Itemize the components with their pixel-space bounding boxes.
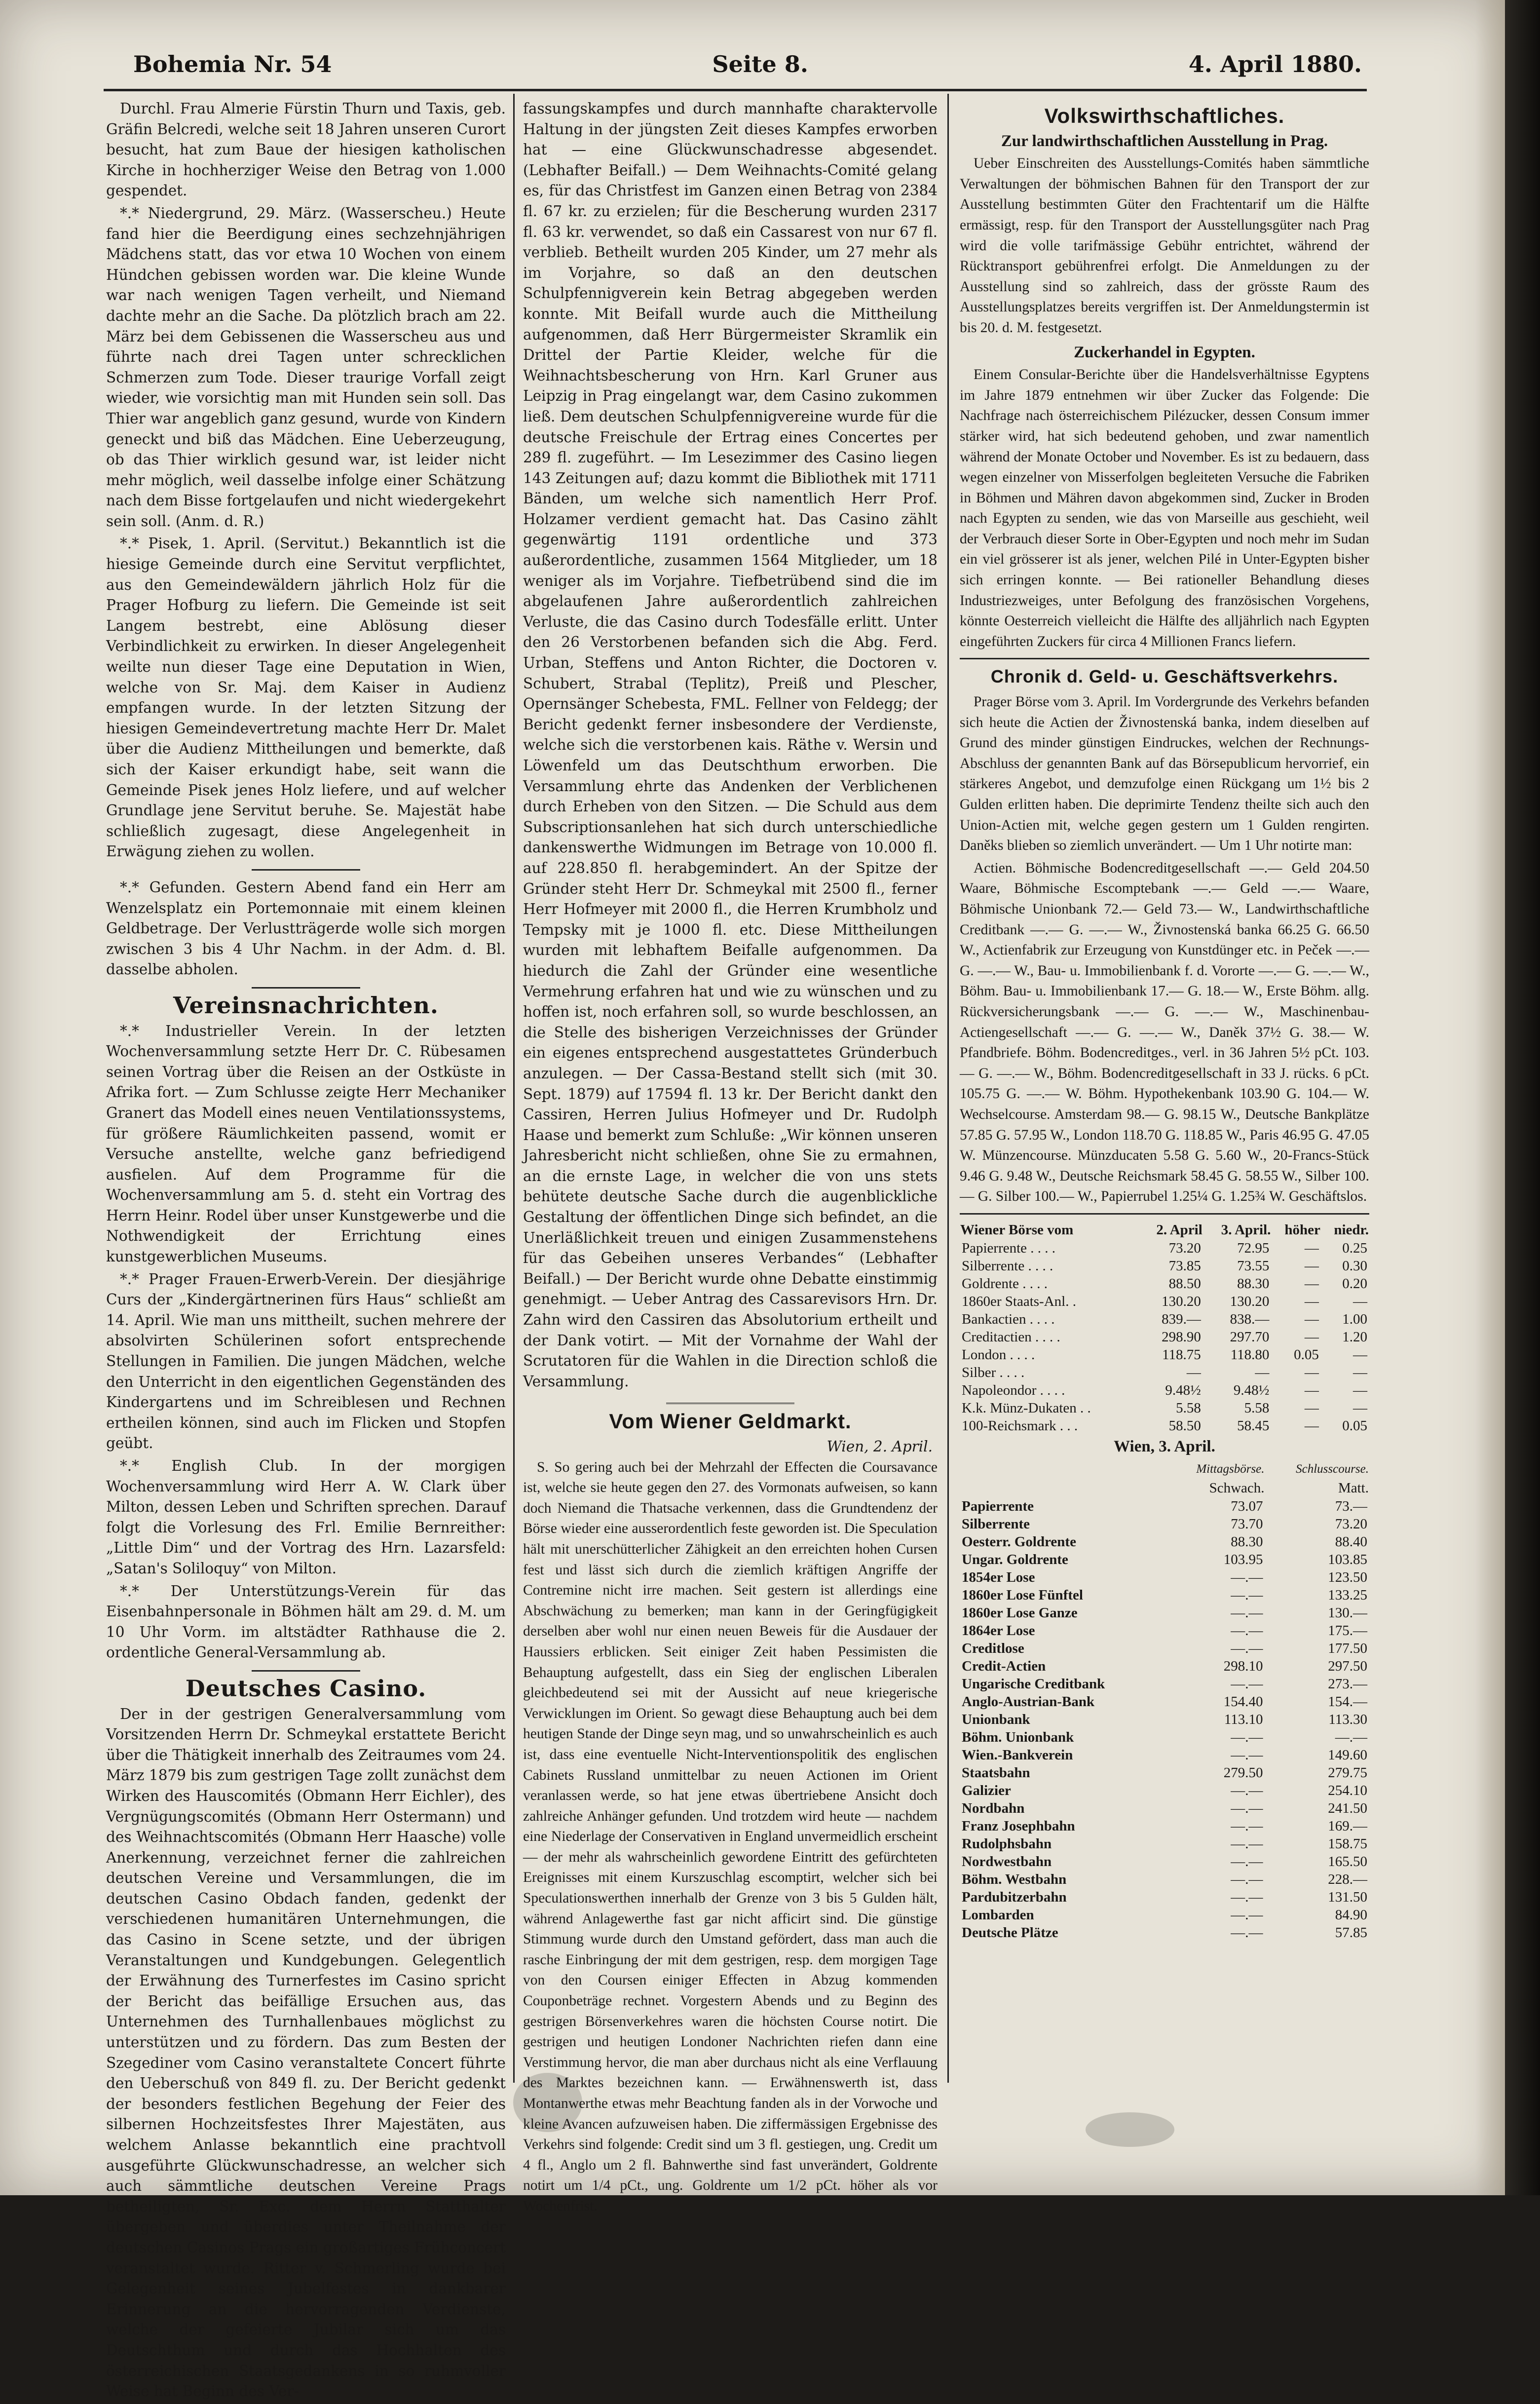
table-cell-value: 88.30 [1237,1275,1270,1292]
table-row [960,1728,1369,1746]
table-row [960,1888,1369,1906]
table-cell-value: 169.— [1328,1818,1367,1834]
table-cell-value: 73.20 [1168,1240,1201,1256]
table-row [960,1346,1369,1364]
table-cell-name: Anglo-Austrian-Bank [962,1694,1095,1710]
table-cell-value: —.— [1231,1871,1263,1888]
article-paragraph: Ueber Einschreiten des Ausstellungs-Comités haben sämmtliche Verwaltungen der böhmischen Bahnen für den Transport der zur Ausstellung bestimmten Güter den Frachtentarif um die Hälfte ermässigt, resp. für den Transport der Ausstellungsgüter nach Prag wird die volle tarifmässige Gebühr entrichtet, während der Rücktransport gebührenfrei erfolgt. Die Anmeldungen zu der Ausstellung sind so zahlreich, dass der grösste Raum des Ausstellungsplatzes bereits vergriffen ist. Der Anmeldungstermin ist bis 20. d. M. festgesetzt. [960,155,1369,336]
table-cell-name: Oesterr. Goldrente [962,1534,1076,1550]
table-cell-value: —.— [1231,1747,1263,1763]
table-cell-name: Deutsche Plätze [962,1925,1058,1941]
table-cell-name: Wien.-Bankverein [962,1747,1073,1763]
article-paragraph: Prager Börse vom 3. April. Im Vordergrunde des Verkehrs befanden sich heute die Actien der Živnostenská banka, indem dieselben auf Grund des minder günstigen Eindruckes, welchen der Rechnungs-Abschluss der genannten Bank auf das Börsepublicum hervorrief, ein stärkeres Angebot, und demzufolge einen Rückgang um 1½ bis 2 Gulden erlitten haben. Die deprimirte Tendenz theilte sich auch den Union-Actien mit, welche gegen gestern um 1 Gulden rengirten. Daněks blieben so ziemlich unverändert. — Um 1 Uhr notirte man: [960,694,1369,854]
table-cell-value: 73.70 [1231,1516,1263,1532]
article-paragraph: *.* Der Unterstützungs-Verein für das Eisenbahnpersonale in Böhmen hält am 29. d. M. um 10 Uhr Vorm. im altstädter Rathhause die 2. ordentliche General-Versammlung ab. [106,1582,506,1661]
table-cell-name: Ungar. Goldrente [962,1552,1068,1568]
table-cell-value: 297.50 [1328,1658,1367,1675]
article-paragraph: fassungskampfes und durch mannhafte charaktervolle Haltung in der jüngsten Zeit dieses Kampfes erworben hat — eine Glückwunschadresse abgesendet. (Lebhafter Beifall.) — Dem Weihnachts-Comité gelang es, für das Christfest im Ganzen einen Betrag von 2384 fl. 67 kr. zu erzielen; für die Bescherung wurden 2317 fl. 63 kr. verwendet, so daß ein Cassarest von nur 67 fl. verblieb. Betheilt wurden 205 Kinder, um 27 mehr als im Vorjahre, so daß an den deutschen Schulpfennigverein kein Betrag abgegeben werden konnte. Mit Beifall wurde auch die Mittheilung aufgenommen, daß Herr Bürgermeister Skramlik ein Drittel der Partie Kleider, welche für die Weihnachtsbescherung von Hrn. Karl Gruner aus Leipzig in Prag eingelangt war, dem Casino zukommen ließ. Dem deutschen Schulpfennigvereine wurde für die deutsche Freischule der Ertrag eines Concertes per 289 fl. zugeführt. — Im Lesezimmer des Casino liegen 143 Zeitungen auf; dazu kommt die Bibliothek mit 1711 Bänden, um welche sich namentlich Herr Prof. Holzamer verdient gemacht hat. Das Casino zählt gegenwärtig 1191 ordentliche und 373 außerordentliche, zusammen 1564 Mitglieder, um 18 weniger als im Vorjahre. Tiefbetrübend sind die im abgelaufenen Jahre außerordentlich zahlreichen Verluste, die das Casino durch Todesfälle erlitt. Unter den 26 Verstorbenen befanden sich die Abg. Ferd. Urban, Steffens und Anton Richter, die Doctoren v. Schubert, Strabal (Teplitz), Preiß und Plescher, Opernsänger Schebesta, FML. Fellner von Feldegg; der Bericht gedenkt ferner insbesondere der Verdienste, welche sich die verstorbenen kais. Räthe v. Wersin und Löwenfeld um das Deutschthum erworben. Die Versammlung ehrte das Andenken der Verblichenen durch Erheben von den Sitzen. — Die Schuld aus dem Subscriptionsanlehen hat sich durch unterschiedliche dankenswerthe Widmungen im Betrage von 10.000 fl. auf 228.850 fl. herabgemindert. An der Spitze der Gründer steht Herr Dr. Schmeykal mit 2500 fl., ferner Herr Hofmeyer mit 2000 fl., die Herren Krumbholz und Tempsky mit je 1000 fl. etc. Diese Mittheilungen wurden mit lebhaftem Beifalle aufgenommen. Da hiedurch die Zahl der Gründer eine wesentliche Vermehrung erfahren hat und wie zu wünschen und zu hoffen ist, noch erfahren soll, so wurde beschlossen, an die Stelle des bisherigen Verzeichnisses der Gründer ein eigenes entsprechend ausgestattetes Gründerbuch anzulegen. — Der Cassa-Bestand stellt sich (mit 30. Sept. 1879) auf 17594 fl. 13 kr. Der Bericht dankt den Cassiren, Herren Julius Hofmeyer und Dr. Rudolph Haase und bemerkt zum Schluße: „Wir können unseren Jahresbericht nicht schließen, ohne Sie zu ermahnen, an die ernste Lage, in welcher die von uns stets behütete deutsche Sache durch die augenblickliche Gestaltung der öffentlichen Dinge sich befindet, an die Unerläßlichkeit treuen und einigen Zusammenstehens für das Gebeihen unseres Verbandes“ (Lebhafter Beifall.) — Der Bericht wurde ohne Debatte einstimmig genehmigt. — Ueber Antrag des Cassarevisors Hrn. Dr. Zahn wird den Cassiren das Absolutorium ertheilt und der Dank votirt. — Mit der Vornahme der Wahl der Scrutatoren für die Wahlen in die Direction schloß die Versammlung. [523,100,938,1390]
table-cell-name: Silberrente . . . . [962,1258,1053,1274]
table-cell-value: —.— [1231,1676,1263,1692]
table-cell-name: Silberrente [962,1516,1030,1532]
table-cell-value: — [1353,1346,1367,1363]
column-header-blank [960,1479,1167,1497]
table-cell-name: London . . . . [962,1346,1035,1363]
table-cell-value: — [1304,1329,1319,1345]
table-cell-value: 130.20 [1162,1293,1201,1309]
table-cell-value: —.— [1231,1836,1263,1852]
table-row [960,1364,1369,1381]
table-cell-name: Ungarische Creditbank [962,1676,1105,1692]
table-cell-name: Silber . . . . [962,1364,1025,1380]
table-cell-value: 297.70 [1230,1329,1270,1345]
table-cell-value: 254.10 [1328,1783,1367,1799]
table-cell-value: — [1353,1364,1367,1380]
section-heading: Vereinsnachrichten. [173,992,439,1019]
table-cell-value: 9.48½ [1165,1382,1201,1398]
column-header: 3. April. [1221,1221,1271,1238]
table-cell-value: 130.— [1328,1605,1367,1621]
table-cell-name: 100-Reichsmark . . . [962,1417,1078,1434]
table-cell-value: 118.80 [1230,1346,1270,1363]
scan-edge [1505,0,1540,2195]
table-cell-name: 1854er Lose [962,1569,1035,1586]
table-row [960,1693,1369,1711]
ink-smudge [513,2073,582,2132]
header-label: Schlusscourse. [1296,1462,1369,1476]
table-cell-name: Bankactien . . . . [962,1311,1055,1327]
table-cell-value: — [1353,1293,1367,1309]
table-cell-value: 84.90 [1335,1907,1367,1923]
wien-table-body [960,1497,1369,1942]
table-cell-value: 118.75 [1162,1346,1201,1363]
table-cell-value: 298.10 [1223,1658,1263,1675]
table-cell-value: 838.— [1230,1311,1270,1327]
table-row [960,1817,1369,1835]
table-title: Wien, 3. April. [1114,1437,1215,1455]
table-cell-value: 839.— [1162,1311,1201,1327]
table-cell-name: Napoleondor . . . . [962,1382,1065,1398]
table-row [960,1799,1369,1817]
column-1 [106,99,506,2404]
table-row [960,1399,1369,1417]
table-row [960,1657,1369,1675]
table-cell-value: 73.20 [1335,1516,1367,1532]
table-cell-value: 149.60 [1328,1747,1367,1763]
table-cell-name: Nordwestbahn [962,1854,1052,1870]
table-cell-value: — [1304,1240,1319,1256]
table-row [960,1533,1369,1551]
column-divider-2 [947,94,949,2083]
column-header: Wiener Börse vom [960,1221,1074,1238]
table-header-row [960,1221,1369,1239]
section-heading: Volkswirthschaftliches. [1044,104,1285,127]
table-cell-value: 0.25 [1342,1240,1367,1256]
table-cell-name: Staatsbahn [962,1765,1030,1781]
table-row [960,1257,1369,1275]
table-cell-value: —.— [1231,1925,1263,1941]
table-row [960,1746,1369,1764]
article-paragraph: Durchl. Frau Almerie Fürstin Thurn und Taxis, geb. Gräfin Belcredi, welche seit 18 Jahren unseren Curort besucht, hat zum Baue der hiesigen katholischen Kirche in hochherziger Weise den Betrag von 1.000 gespendet. [106,100,506,199]
table-cell-name: Credit-Actien [962,1658,1046,1675]
table-row [960,1924,1369,1942]
table-cell-value: 154.40 [1223,1694,1263,1710]
table-cell-value: — [1304,1400,1319,1416]
table-cell-value: 177.50 [1328,1641,1367,1657]
table-row [960,1239,1369,1257]
header-right: 4. April 1880. [1188,51,1362,77]
table-cell-value: —.— [1231,1605,1263,1621]
table-cell-value: 0.05 [1294,1346,1319,1363]
table-cell-name: Papierrente [962,1498,1034,1515]
table-row [960,1551,1369,1568]
table-cell-value: 158.75 [1328,1836,1367,1852]
table-row [960,1870,1369,1888]
table-cell-value: — [1304,1311,1319,1327]
table-row [960,1604,1369,1622]
article-paragraph: *.* Gefunden. Gestern Abend fand ein Herr am Wenzelsplatz ein Portemonnaie mit einem kleinen Geldbetrage. Der Verlustträgerde wolle sich morgen zwischen 3 bis 4 Uhr Nachm. in der Adm. d. Bl. dasselbe abholen. [106,878,506,978]
table-row [960,1381,1369,1399]
column-divider-1 [513,94,515,2083]
table-cell-value: 72.95 [1237,1240,1270,1256]
table-cell-value: —.— [1231,1587,1263,1603]
table-cell-name: Unionbank [962,1712,1030,1728]
column-header: Matt. [1338,1480,1369,1496]
table-cell-name: 1860er Lose Ganze [962,1605,1078,1621]
column-header [1167,1460,1265,1479]
column-header: Schwach. [1209,1480,1265,1496]
subsection-heading: Zur landwirthschaftlichen Ausstellung in Prag. [1001,132,1328,150]
table-cell-value: 175.— [1328,1623,1367,1639]
table-cell-value: 1.20 [1342,1329,1367,1345]
table-cell-value: 154.— [1328,1694,1367,1710]
separator [960,658,1369,659]
table-cell-value: —.— [1231,1641,1263,1657]
table-cell-value: 9.48½ [1233,1382,1270,1398]
table-cell-name: Pardubitzerbahn [962,1889,1067,1906]
table-row [960,1310,1369,1328]
table-cell-value: 113.30 [1328,1712,1367,1728]
table-cell-value: — [1353,1400,1367,1416]
section-heading: Vom Wiener Geldmarkt. [609,1410,852,1433]
table-cell-value: 73.— [1335,1498,1367,1515]
table-cell-value: 58.45 [1237,1417,1270,1434]
table-cell-name: Creditactien . . . . [962,1329,1060,1345]
table-row [960,1853,1369,1870]
article-paragraph: *.* Prager Frauen-Erwerb-Verein. Der diesjährige Curs der „Kindergärtnerinen fürs Haus“ schließt am 14. April. Wie man uns mittheilt, suchen mehrere der absolvirten Schülerinen sofort entsprechende Stellungen in Familien. Die jungen Mädchen, welche den Unterricht in den eigentlichen Gegenständen des Kindergartens und im Schreiblesen und Rechnen ertheilen können, sind auch im Flicken und Stopfen geübt. [106,1270,506,1452]
table-cell-value: 241.50 [1328,1800,1367,1817]
table-cell-name: 1860er Staats-Anl. . [962,1293,1076,1309]
subsection-heading: Zuckerhandel in Egypten. [1074,343,1255,361]
column-2 [523,99,938,2219]
separator [252,1670,360,1672]
table-cell-value: 0.30 [1342,1258,1367,1274]
wien-table [960,1460,1369,1942]
table-cell-value: 73.85 [1168,1258,1201,1274]
table-cell-value: — [1304,1382,1319,1398]
separator [960,1213,1369,1215]
column-header-blank [960,1460,1167,1479]
table-cell-value: — [1255,1364,1270,1380]
table-cell-value: 279.50 [1223,1765,1263,1781]
column-header: 2. April [1156,1221,1202,1238]
page-header [133,47,1362,81]
table-cell-name: Franz Josephbahn [962,1818,1075,1834]
table-cell-value: 57.85 [1335,1925,1367,1941]
table-cell-name: Böhm. Westbahn [962,1871,1067,1888]
table-header-row [960,1479,1369,1497]
table-cell-name: Galizier [962,1783,1011,1799]
table-cell-name: Papierrente . . . . [962,1240,1056,1256]
table-cell-value: —.— [1231,1800,1263,1817]
header-left: Bohemia Nr. 54 [133,51,332,77]
article-paragraph: Der in der gestrigen Generalversammlung vom Vorsitzenden Herrn Dr. Schmeykal erstattete Bericht über die Thätigkeit innerhalb des Zeitraumes vom 24. März 1879 bis zum gestrigen Tage zollt zunächst dem Wirken des Hauscomités (Obmann Herr Eichler), des Vergnügungscomités (Obmann Herr Ostermann) und des Weihnachtscomités (Obmann Herr Haasche) volle Anerkennung, verzeichnet ferner die zahlreichen deutschen Vereine und Versammlungen, die im deutschen Casino Obdach fanden, gedenkt der verschiedenen humanitären Unternehmungen, die das Casino in Scene setzte, und der übrigen Veranstaltungen und Kundgebungen. Gelegentlich der Erwähnung des Turnerfestes im Casino spricht der Bericht das beifällige Ersuchen aus, das Unternehmen des Turnhallenbaues möglichst zu unterstützen und zu fördern. Das zum Besten der Szegediner vom Casino veranstaltete Concert führte den Ueberschuß von 849 fl. zu. Der Bericht gedenkt der besonders festlichen Begehung der Feier des silbernen Hochzeitsfestes Ihrer Majestäten, aus welchem Anlasse bekanntlich eine prachtvoll ausgeführte Glückwunschadresse, an welcher sich auch sämmtliche deutschen Vereine Prags betheiligten, Sr. Exc. dem Herrn Statthalter übergeben und überdies unter Theilnahme der deutschen Casinos Prags ein großartiges Frühconcert veranstaltet wurde. Ritter v. Schmerling wurde bei Gelegenheit seines Jubelfestes in dankbarer Erinnerung an die hervorragenden Verdienste, welche der gefeierte Jubilar sich um das Deutschthum und durch das Hochhalten des österreichischen Staatsgedankens in so ruhmvoller Weise hat Beginn des Ver- [106,1705,506,2400]
column-header: niedr. [1334,1221,1369,1238]
column-3 [960,99,1369,1942]
table-row [960,1586,1369,1604]
table-cell-name: K.k. Münz-Dukaten . . [962,1400,1091,1416]
table-cell-value: 58.50 [1168,1417,1201,1434]
table-cell-value: 130.20 [1230,1293,1270,1309]
table-cell-value: — [1304,1364,1319,1380]
table-cell-value: 113.10 [1224,1712,1263,1728]
table-cell-value: — [1353,1382,1367,1398]
table-cell-value: 103.85 [1328,1552,1367,1568]
table-cell-name: Lombarden [962,1907,1034,1923]
table-cell-value: 131.50 [1328,1889,1367,1906]
table-cell-name: Creditlose [962,1641,1024,1657]
article-paragraph: Actien. Böhmische Bodencreditgesellschaft —.— Geld 204.50 Waare, Böhmische Escomptebank —.— Geld —.— Waare, Böhmische Unionbank 72.— Geld 73.— W., Landwirthschaftliche Creditbank —.— G. —.— W., Živnostenská banka 66.25 G. 66.50 W., Actienfabrik zur Erzeugung von Kunstdünger etc. in Peček —.— G. —.— W., Bau- u. Immobilienbank f. d. Vororte —.— G. —.— W., Böhm. Bau- u. Immobilienbank 17.— G. 18.— W., Erste Böhm. allg. Rückversicherungsbank —.— G. —.— W., Maschinenbau-Actiengesellschaft —.— G. —.— W., Daněk 37½ G. 38.— W. Pfandbriefe. Böhm. Bodencreditges., verl. in 36 Jahren 5½ pCt. 103.— G. —.— W., Böhm. Bodencreditgesellschaft in 33 J. rücks. 6 pCt. 105.75 G. —.— W. Böhm. Hypothekenbank 103.90 G. 104.— W. Wechselcourse. Amsterdam 98.— G. 98.15 W., Deutsche Bankplätze 57.85 G. 57.95 W., London 118.70 G. 118.85 W., Paris 46.95 G. 47.05 W. Münzencourse. Münzducaten 5.58 G. 5.60 W., 20-Francs-Stück 9.46 G. 9.48 W., Deutsche Reichsmark 58.45 G. 58.55 W., Silber 100.— G. Silber 100.— W., Papierrubel 1.25¼ G. 1.25¾ W. Geschäftslos. [960,860,1369,1205]
article-paragraph: S. So gering auch bei der Mehrzahl der Effecten die Coursavance ist, welche sie heute gegen den 27. des Vormonats aufweisen, so kann doch Niemand die Thatsache verkennen, dass die Grundtendenz der Börse wieder eine ausserordentlich feste geworden ist. Die Speculation hält mit unerschütterlicher Zähigkeit an den erreichten hohen Cursen fest und lässt sich durch die ziemlich kräftigen Angriffe der Contremine nicht irre machen. Seit gestern ist allerdings eine Abschwächung zu bemerken; man kann in der Geringfügigkeit derselben aber wohl nur einen neuen Beweis für die Ausdauer der Haussiers erblicken. Seit einiger Zeit haben Pessimisten die Behauptung aufgestellt, dass ein Sieg der englischen Liberalen gleichbedeutend sei mit der Aussicht auf neue kriegerische Verwicklungen im Orient. So gewagt diese Behauptung auch bei dem heutigen Stande der Dinge seyn mag, und so unwahrscheinlich es auch ist, dass eine eventuelle Nicht-Interventionspolitik des englischen Cabinets Russland unmittelbar zu neuen Actionen im Orient veranlassen werde, so hat jene etwas übertriebene Ansicht doch zahlreiche Anhänger gefunden. Und trotzdem wird heute — nachdem eine Niederlage der Conservativen in England unvermeidlich erscheint — der mehr als wahrscheinlich gewordene Eintritt des gefürchteten Ereignisses mit einem Kurszuschlag escomptirt, welcher sich bei Speculationswerthen innerhalb der Grenze von 3 bis 5 Gulden hält, während Anlagewerthe fast gar nicht afficirt sind. Die günstige Stimmung wurde durch den Umstand gefördert, dass man auch die rasche Einbringung der mit dem gestrigen, resp. dem morgigen Tage von den Coursen einiger Effecten in Abzug kommenden Couponbeträge rechnet. Vorgestern Abends und zu Beginn des gestrigen Börsenverkehres waren die höchsten Course notirt. Die gestrigen und heutigen Londoner Nachrichten riefen dann eine Verstimmung hervor, die man aber durchaus nicht als eine Verflauung des Marktes bezeichnen kann. — Erwähnenswerth ist, dass Montanwerthe etwas mehr Beachtung fanden als in der Vorwoche und kleine Avancen aufzuweisen haben. Die ziffermässigen Ergebnisse des Verkehrs sind folgende: Credit sind um 3 fl. gestiegen, ung. Credit um 4 fl., Anglo um 2 fl. Bahnwerthe sind fast unverändert, Goldrente notirt um 1/4 pCt., ung. Goldrente um 1/2 pCt. höher als vor Wochenfrist. [523,1459,938,2214]
table-row [960,1328,1369,1346]
table-cell-value: 73.07 [1231,1498,1263,1515]
table-cell-value: 5.58 [1244,1400,1270,1416]
table-row [960,1640,1369,1657]
table-row [960,1782,1369,1799]
table-row [960,1622,1369,1640]
table-row [960,1293,1369,1310]
table-cell-value: —.— [1231,1907,1263,1923]
article-paragraph: *.* Industrieller Verein. In der letzten Wochenversammlung setzte Herr Dr. C. Rübesamen seinen Vortrag über die Reisen an der Ostküste in Afrika fort. — Zum Schlusse zeigte Herr Mechaniker Granert das Modell eines neuen Ventilationssystems, für größere Räumlichkeiten passend, womit er Versuche anstellte, welche ganz befriedigend ausfielen. Auf dem Programme für die Wochenversammlung am 5. d. steht ein Vortrag des Herrn Heinr. Rodel über unser Kunstgewerbe und die Nothwendigkeit der Errichtung eines kunstgewerblichen Museums. [106,1022,506,1265]
boerse-table-body [960,1239,1369,1435]
table-cell-value: 1.00 [1342,1311,1367,1327]
table-cell-value: —.— [1231,1729,1263,1746]
table-cell-value: 88.40 [1335,1534,1367,1550]
separator [252,869,360,871]
table-cell-value: 133.25 [1328,1587,1367,1603]
table-cell-value: — [1304,1275,1319,1292]
table-cell-value: — [1304,1293,1319,1309]
table-cell-value: —.— [1231,1623,1263,1639]
table-cell-value: —.— [1231,1569,1263,1586]
table-cell-value: 298.90 [1162,1329,1201,1345]
table-row [960,1906,1369,1924]
article-paragraph: Einem Consular-Berichte über die Handelsverhältnisse Egyptens im Jahre 1879 entnehmen wir über Zucker das Folgende: Die Nachfrage nach österreichischem Pilézucker, dessen Consum immer stärker wird, hat sich bedeutend gehoben, und zwar namentlich während der Monate October und November. Es ist zu bedauern, dass wegen einzelner von Misserfolgen begleiteten Versuche die Fabriken in Böhmen und Mähren davon abgekommen sind, Zucker in Broden nach Egypten zu senden, wie das von Marseille aus geschieht, weil der Verbrauch dieser Sorte in Ober-Egypten und noch mehr im Sudan ein viel grösserer ist als jener, welchen Pilé in Unter-Egypten bisher sich erringen konnte. — Bei rationeller Behandlung dieses Industriezweiges, unter Befolgung des französischen Vorgehens, könnte Oesterreich vielleicht die Hälfte des alljährlich nach Egypten eingeführten Zuckers für circa 4 Millionen Francs liefern. [960,367,1369,649]
article-paragraph: *.* Niedergrund, 29. März. (Wasserscheu.) Heute fand hier die Beerdigung eines sechzehnjährigen Mädchens statt, das vor etwa 10 Wochen von einem Hündchen gebissen worden war. Die kleine Wunde war nach wenigen Tagen verheilt, und Niemand dachte mehr an die Sache. Da plötzlich brach am 22. März bei dem Gebissenen die Wasserscheu aus und führte nach drei Tagen unter schrecklichen Schmerzen zum Tode. Dieser traurige Vorfall zeigt wieder, wie vorsichtig man mit Hunden sein soll. Das Thier war angeblich ganz gesund, wurde von Kindern geneckt und biß das Mädchen. Eine Ueberzeugung, ob das Thier wirklich gesund war, ist leider nicht mehr möglich, weil dasselbe infolge einer Schätzung nach dem Bisse fortgelaufen und nicht wiedergekehrt sein soll. (Anm. d. R.) [106,204,506,530]
table-cell-value: 73.55 [1237,1258,1270,1274]
separator [666,1399,794,1404]
table-cell-value: —.— [1231,1783,1263,1799]
article-paragraph: *.* English Club. In der morgigen Wochenversammlung wird Herr A. W. Clark über Milton, dessen Leben und Schriften sprechen. Darauf folgt die Vorlesung des Frl. Emilie Bernreither: „Little Dim“ und der Vortrag des Hrn. Lazarsfeld: „Satan's Soliloquy“ von Milton. [106,1457,506,1577]
page-edge-fade [1475,0,1505,2195]
table-row [960,1675,1369,1693]
table-cell-value: 228.— [1328,1871,1367,1888]
article-paragraph: *.* Pisek, 1. April. (Servitut.) Bekanntlich ist die hiesige Gemeinde durch eine Servitut verpflichtet, aus den Gemeindewäldern jährlich Holz für die Prager Hofburg zu liefern. Die Gemeinde ist seit Langem bestrebt, eine Ablösung dieser Verbindlichkeit zu erwirken. In dieser Angelegenheit weilte nun dieser Tage eine Deputation in Wien, welche von Sr. Maj. dem Kaiser in Audienz empfangen wurde. In der letzten Sitzung der hiesigen Gemeindevertretung machte Herr Dr. Malet über die Audienz Mittheilungen und bemerkte, daß sich der Kaiser erkundigt habe, seit wann die Gemeinde Pisek jenes Holz liefere, und auf welcher Grundlage jene Servitut beruhe. Se. Majestät habe schließlich zugesagt, diese Angelegenheit in Erwägung ziehen zu wollen. [106,535,506,860]
table-cell-name: Nordbahn [962,1800,1025,1817]
dateline: Wien, 2. April. [826,1438,933,1455]
table-row [960,1417,1369,1435]
table-cell-value: —.— [1231,1818,1263,1834]
table-cell-value: 0.05 [1342,1417,1367,1434]
table-header-row [960,1460,1369,1479]
table-cell-value: 165.50 [1328,1854,1367,1870]
table-cell-value: —.— [1231,1889,1263,1906]
table-cell-value: 273.— [1328,1676,1367,1692]
table-row [960,1764,1369,1782]
table-cell-name: Goldrente . . . . [962,1275,1048,1292]
header-rule [104,89,1367,91]
header-center: Seite 8. [712,51,808,77]
table-cell-name: 1864er Lose [962,1623,1035,1639]
column-header: höher [1284,1221,1320,1238]
table-cell-value: 5.58 [1176,1400,1201,1416]
table-row [960,1568,1369,1586]
table-cell-value: 279.75 [1328,1765,1367,1781]
table-cell-value: 0.20 [1342,1275,1367,1292]
table-cell-value: 123.50 [1328,1569,1367,1586]
boerse-table [960,1221,1369,1435]
table-cell-value: 88.50 [1168,1275,1201,1292]
table-row [960,1515,1369,1533]
column-header [1265,1460,1369,1479]
table-cell-value: —.— [1335,1729,1367,1746]
table-cell-name: Böhm. Unionbank [962,1729,1074,1746]
table-row [960,1711,1369,1728]
table-cell-value: 103.95 [1223,1552,1263,1568]
table-cell-value: — [1304,1258,1319,1274]
table-cell-value: — [1304,1417,1319,1434]
table-cell-name: Rudolphsbahn [962,1836,1052,1852]
table-cell-value: 88.30 [1231,1534,1263,1550]
section-heading: Chronik d. Geld- u. Geschäftsverkehrs. [990,666,1339,687]
table-cell-name: 1860er Lose Fünftel [962,1587,1083,1603]
table-row [960,1275,1369,1293]
header-label: Mittagsbörse. [1196,1462,1265,1476]
ink-smudge [1086,2112,1174,2147]
section-heading: Deutsches Casino. [185,1675,427,1702]
table-row [960,1497,1369,1515]
table-cell-value: —.— [1231,1854,1263,1870]
separator [252,987,360,989]
table-row [960,1835,1369,1853]
table-cell-value: — [1186,1364,1201,1380]
